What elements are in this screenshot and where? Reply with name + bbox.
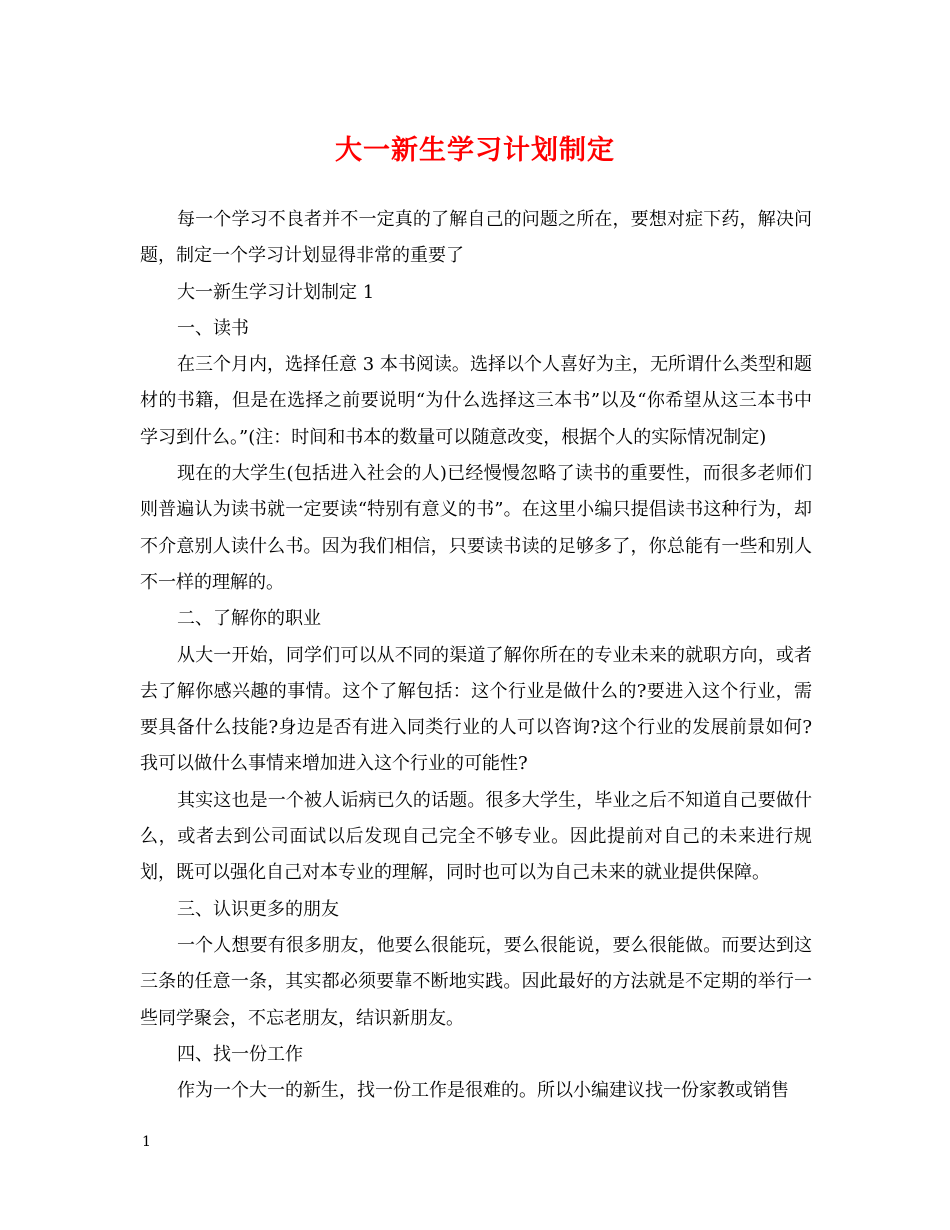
section-heading-reading: 一、读书: [177, 317, 249, 339]
section-heading-job: 四、找一份工作: [177, 1043, 303, 1065]
section-heading-career: 二、了解你的职业: [177, 608, 321, 630]
career-paragraph-2: 其实这也是一个被人诟病已久的话题。很多大学生，毕业之后不知道自己要做什么，或者去到公司面试以后发现自己完全不够专业。因此提前对自己的未来进行规划，既可以强化自己对本专业的理解，同时也可以为自己未来的就业提供保障。: [140, 789, 812, 884]
intro-paragraph: 每一个学习不良者并不一定真的了解自己的问题之所在，要想对症下药，解决问题，制定一个学习计划显得非常的重要了: [140, 209, 812, 267]
section-heading-plan: 大一新生学习计划制定 1: [177, 281, 375, 303]
page-number: 1: [142, 1134, 151, 1150]
document-body: [140, 202, 812, 1109]
section-heading-friends: 三、认识更多的朋友: [177, 898, 339, 920]
friends-paragraph: 一个人想要有很多朋友，他要么很能玩，要么很能说，要么很能做。而要达到这三条的任意一条，其实都必须要靠不断地实践。因此最好的方法就是不定期的举行一些同学聚会，不忘老朋友，结识新朋友。: [140, 934, 812, 1029]
job-paragraph: 作为一个大一的新生，找一份工作是很难的。所以小编建议找一份家教或销售: [177, 1080, 789, 1102]
document-title: 大一新生学习计划制定: [335, 135, 615, 166]
reading-paragraph-1: 在三个月内，选择任意 3 本书阅读。选择以个人喜好为主，无所谓什么类型和题材的书籍，但是在选择之前要说明“为什么选择这三本书”以及“你希望从这三本书中学习到什么。”(注：时间和书本的数量可以随意改变，根据个人的实际情况制定): [140, 354, 812, 448]
career-paragraph-1: 从大一开始，同学们可以从不同的渠道了解你所在的专业未来的就职方向，或者去了解你感兴趣的事情。这个了解包括：这个行业是做什么的?要进入这个行业，需要具备什么技能?身边是否有进入同类行业的人可以咨询?这个行业的发展前景如何?我可以做什么事情来增加进入这个行业的可能性?: [140, 644, 812, 775]
reading-paragraph-2: 现在的大学生(包括进入社会的人)已经慢慢忽略了读书的重要性，而很多老师们则普遍认为读书就一定要读“特别有意义的书”。在这里小编只提倡读书这种行为，却不介意别人读什么书。因为我们相信，只要读书读的足够多了，你总能有一些和别人不一样的理解的。: [140, 463, 812, 593]
